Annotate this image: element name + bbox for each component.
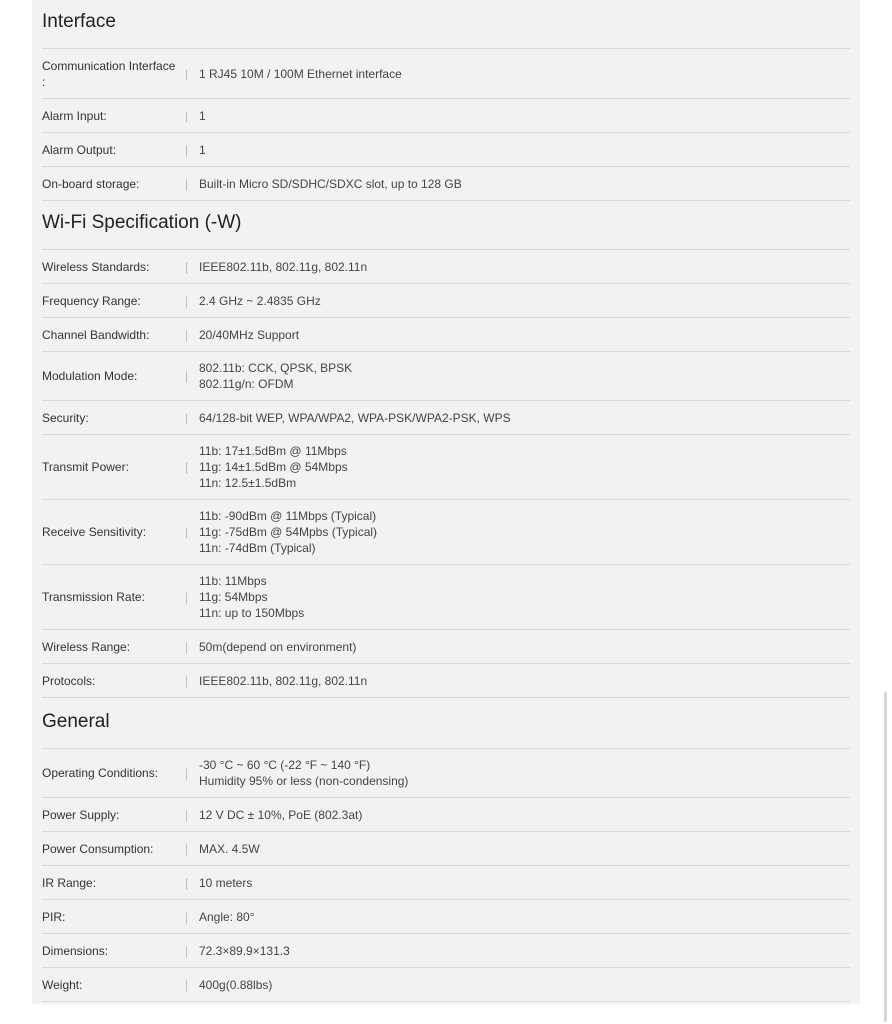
spec-label: Weight: [42,977,83,992]
spec-value-line: 11b: 17±1.5dBm @ 11Mbps [199,444,347,458]
spec-row-operating-conditions [42,749,850,798]
spec-row-protocols [42,664,850,698]
section-title: Interface [42,0,850,49]
column-separator: | [185,841,189,856]
spec-row-frequency-range [42,284,850,318]
section-title: Wi-Fi Specification (-W) [42,201,850,250]
spec-label: Channel Bandwidth: [42,327,150,342]
spec-label: Modulation Mode: [42,369,138,383]
spec-row-alarm-output [42,133,850,167]
column-separator: | [185,369,189,383]
spec-value-line: 11n: 12.5±1.5dBm [199,476,297,490]
spec-value [199,807,850,823]
spec-value-line: 11n: up to 150Mbps [199,606,305,620]
column-separator: | [185,525,189,539]
spec-label: Transmit Power: [42,460,129,474]
spec-row-channel-bandwidth [42,318,850,352]
spec-value-line: 72.3×89.9×131.3 [199,943,290,958]
spec-row-wireless-range [42,630,850,664]
section-general [42,700,850,1002]
spec-label: IR Range: [42,875,97,890]
spec-row-dimensions [42,934,850,968]
spec-label: On-board storage: [42,176,140,191]
spec-value-line: 10 meters [199,875,253,890]
spec-value [199,841,850,857]
column-separator: | [185,909,189,924]
spec-value [199,327,850,343]
spec-value [199,639,850,655]
column-separator: | [185,766,189,780]
spec-value-line: Built-in Micro SD/SDHC/SDXC slot, up to 128 GB [199,176,462,191]
spec-value-line: 11g: -75dBm @ 54Mpbs (Typical) [199,525,378,539]
spec-value [199,259,850,275]
spec-row-security [42,401,850,435]
column-separator: | [185,673,189,688]
section-wi-fi-specification-w [42,201,850,698]
spec-value [199,443,850,491]
spec-label: Receive Sensitivity: [42,525,147,539]
spec-row-weight [42,968,850,1002]
spec-label: Transmission Rate: [42,590,145,604]
column-separator: | [185,108,189,123]
section-interface [42,0,850,201]
spec-label: Power Supply: [42,807,120,822]
spec-row-wireless-standards [42,250,850,284]
spec-label: Alarm Output: [42,142,117,157]
spec-label: Communication Interface : [42,58,176,89]
spec-value [199,293,850,309]
spec-row-alarm-input [42,99,850,133]
spec-value-line: -30 °C ~ 60 °C (-22 °F ~ 140 °F) [199,758,371,772]
spec-value-line: 20/40MHz Support [199,327,300,342]
spec-value [199,176,850,192]
spec-value-line: 400g(0.88lbs) [199,977,273,992]
column-separator: | [185,66,189,81]
spec-label: Frequency Range: [42,293,141,308]
spec-value-line: 1 [199,142,206,157]
spec-value-line: IEEE802.11b, 802.11g, 802.11n [199,259,368,274]
spec-label: Dimensions: [42,943,109,958]
spec-value-line: 11g: 54Mbps [199,590,268,604]
spec-value-line: 11g: 14±1.5dBm @ 54Mbps [199,460,348,474]
spec-row-on-board-storage [42,167,850,201]
spec-label: Wireless Standards: [42,259,150,274]
spec-row-modulation-mode [42,352,850,401]
spec-value [199,410,850,426]
spec-value-line: 12 V DC ± 10%, PoE (802.3at) [199,807,363,822]
column-separator: | [185,293,189,308]
spec-label: Protocols: [42,673,96,688]
spec-value [199,360,850,392]
column-separator: | [185,410,189,425]
column-separator: | [185,639,189,654]
column-separator: | [185,977,189,992]
spec-value-line: 802.11b: CCK, QPSK, BPSK [199,361,353,375]
spec-value-line: 1 RJ45 10M / 100M Ethernet interface [199,66,402,81]
spec-value-line: 11b: 11Mbps [199,574,267,588]
spec-row-transmit-power [42,435,850,500]
spec-sheet [32,0,860,1004]
spec-label: Operating Conditions: [42,766,159,780]
spec-value-line: 50m(depend on environment) [199,639,357,654]
scrollbar-thumb[interactable] [884,692,887,1022]
spec-row-pir [42,900,850,934]
spec-value [199,943,850,959]
spec-label: Power Consumption: [42,841,154,856]
spec-row-ir-range [42,866,850,900]
spec-row-receive-sensitivity [42,500,850,565]
column-separator: | [185,590,189,604]
spec-row-transmission-rate [42,565,850,630]
spec-value [199,977,850,993]
column-separator: | [185,142,189,157]
spec-value-line: Angle: 80° [199,909,255,924]
spec-row-communication-interface [42,49,850,99]
column-separator: | [185,807,189,822]
spec-value [199,508,850,556]
column-separator: | [185,943,189,958]
section-title: General [42,700,850,749]
column-separator: | [185,259,189,274]
spec-value [199,573,850,621]
spec-value-line: Humidity 95% or less (non-condensing) [199,774,409,788]
spec-label: Security: [42,410,89,425]
spec-value-line: 64/128-bit WEP, WPA/WPA2, WPA-PSK/WPA2-PSK, WPS [199,410,511,425]
spec-row-power-supply [42,798,850,832]
spec-value [199,66,850,82]
spec-value-line: 11n: -74dBm (Typical) [199,541,316,555]
spec-value [199,909,850,925]
spec-value [199,757,850,789]
spec-value-line: MAX. 4.5W [199,841,260,856]
spec-value [199,673,850,689]
spec-value-line: 1 [199,108,206,123]
column-separator: | [185,176,189,191]
spec-label: PIR: [42,909,66,924]
spec-label: Wireless Range: [42,639,131,654]
spec-value-line: IEEE802.11b, 802.11g, 802.11n [199,673,368,688]
spec-row-power-consumption [42,832,850,866]
column-separator: | [185,875,189,890]
spec-value-line: 2.4 GHz ~ 2.4835 GHz [199,293,321,308]
spec-label: Alarm Input: [42,108,107,123]
spec-value [199,142,850,158]
spec-value-line: 802.11g/n: OFDM [199,377,294,391]
column-separator: | [185,327,189,342]
column-separator: | [185,460,189,474]
spec-value [199,875,850,891]
spec-value [199,108,850,124]
spec-value-line: 11b: -90dBm @ 11Mbps (Typical) [199,509,377,523]
